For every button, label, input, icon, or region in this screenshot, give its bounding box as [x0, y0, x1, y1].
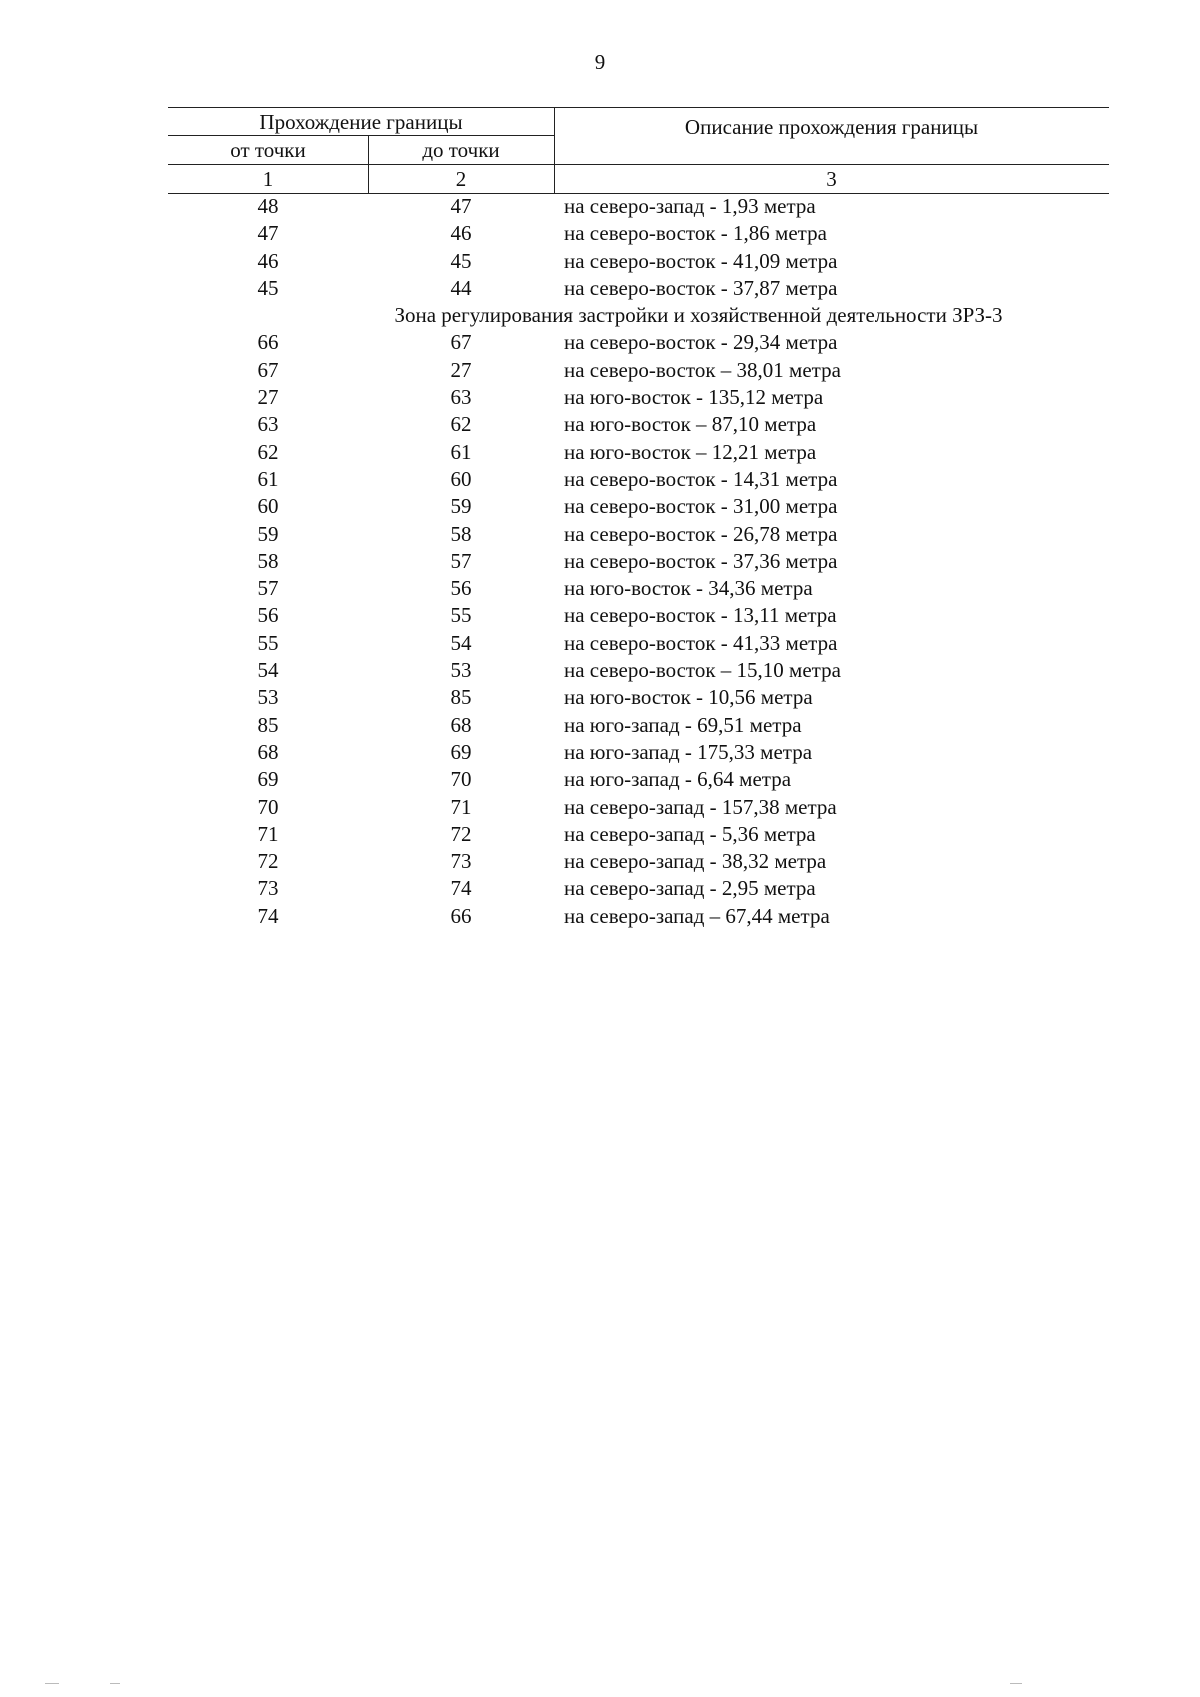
header-group-label: Прохождение границы	[259, 110, 463, 134]
table-row	[168, 275, 1109, 302]
description-cell: на северо-восток - 31,00 метра	[564, 494, 838, 519]
table-body-before-zone	[168, 193, 1109, 302]
from-point-cell: 62	[257, 439, 279, 464]
from-point-cell: 46	[257, 248, 279, 273]
to-point-cell: 62	[450, 412, 472, 437]
description-cell: на северо-восток - 26,78 метра	[564, 521, 838, 546]
table-row	[168, 630, 1109, 657]
from-point-cell: 57	[257, 576, 279, 601]
table-row	[168, 411, 1109, 438]
description-cell: на юго-восток - 34,36 метра	[564, 576, 813, 601]
to-point-cell: 67	[450, 330, 472, 355]
table-row	[168, 329, 1109, 356]
table-row	[168, 384, 1109, 411]
to-point-cell: 68	[450, 712, 472, 737]
header-from-label: от точки	[230, 138, 306, 162]
header-subhead-rule	[168, 164, 1109, 165]
from-point-cell: 48	[257, 194, 279, 218]
description-cell: на северо-запад - 2,95 метра	[564, 876, 816, 901]
description-cell: на северо-запад – 67,44 метра	[564, 903, 830, 928]
header-col-number-2: 2	[455, 167, 467, 191]
to-point-cell: 61	[450, 439, 472, 464]
table-row	[168, 712, 1109, 739]
table-row	[168, 521, 1109, 548]
header-description-label: Описание прохождения границы	[684, 115, 979, 139]
to-point-cell: 74	[450, 876, 472, 901]
to-point-cell: 73	[450, 849, 472, 874]
description-cell: на северо-запад - 38,32 метра	[564, 849, 827, 874]
table-row	[168, 739, 1109, 766]
description-cell: на юго-запад - 6,64 метра	[564, 767, 792, 792]
description-cell: на юго-восток - 10,56 метра	[564, 685, 813, 710]
description-cell: на северо-запад - 1,93 метра	[564, 194, 816, 218]
description-cell: на северо-запад - 157,38 метра	[564, 794, 837, 819]
to-point-cell: 53	[450, 658, 472, 683]
header-top-rule	[168, 107, 1109, 108]
header-col-number-1: 1	[262, 167, 274, 191]
to-point-cell: 71	[450, 794, 472, 819]
to-point-cell: 69	[450, 739, 472, 764]
from-point-cell: 53	[257, 685, 279, 710]
table-row	[168, 657, 1109, 684]
from-point-cell: 68	[257, 739, 279, 764]
description-cell: на северо-восток – 15,10 метра	[564, 658, 841, 683]
zone-title: Зона регулирования застройки и хозяйственной деятельности ЗРЗ-3	[394, 303, 1003, 328]
table-row	[168, 466, 1109, 493]
page-number: 9	[594, 50, 606, 74]
scan-artifact	[110, 1683, 120, 1684]
to-point-cell: 45	[450, 248, 472, 273]
description-cell: на северо-восток - 41,09 метра	[564, 248, 838, 273]
from-point-cell: 54	[257, 658, 279, 683]
to-point-cell: 55	[450, 603, 472, 628]
boundary-table	[168, 107, 1109, 930]
to-point-cell: 60	[450, 466, 472, 491]
table-row	[168, 193, 1109, 220]
description-cell: на северо-запад - 5,36 метра	[564, 821, 816, 846]
to-point-cell: 44	[450, 275, 472, 300]
to-point-cell: 56	[450, 576, 472, 601]
to-point-cell: 70	[450, 767, 472, 792]
table-body-after-zone	[168, 329, 1109, 930]
to-point-cell: 58	[450, 521, 472, 546]
from-point-cell: 73	[257, 876, 279, 901]
from-point-cell: 47	[257, 221, 279, 246]
from-point-cell: 66	[257, 330, 279, 355]
from-point-cell: 56	[257, 603, 279, 628]
from-point-cell: 70	[257, 794, 279, 819]
table-row	[168, 493, 1109, 520]
to-point-cell: 27	[450, 357, 472, 382]
description-cell: на северо-восток - 1,86 метра	[564, 221, 827, 246]
header-col-number-3: 3	[826, 167, 837, 191]
description-cell: на юго-запад - 175,33 метра	[564, 739, 813, 764]
from-point-cell: 58	[257, 548, 279, 573]
description-cell: на северо-восток - 37,36 метра	[564, 548, 838, 573]
table-row	[168, 220, 1109, 247]
to-point-cell: 59	[450, 494, 472, 519]
to-point-cell: 46	[450, 221, 472, 246]
scan-artifact	[45, 1683, 59, 1684]
table-row	[168, 875, 1109, 902]
description-cell: на северо-восток - 41,33 метра	[564, 630, 838, 655]
description-cell: на северо-восток - 14,31 метра	[564, 466, 838, 491]
to-point-cell: 63	[450, 385, 472, 410]
table-row	[168, 848, 1109, 875]
table-row	[168, 248, 1109, 275]
description-cell: на северо-восток - 37,87 метра	[564, 275, 838, 300]
description-cell: на юго-восток - 135,12 метра	[564, 385, 824, 410]
table-row	[168, 794, 1109, 821]
from-point-cell: 74	[257, 903, 279, 928]
table-row	[168, 357, 1109, 384]
scan-artifact	[1010, 1683, 1022, 1684]
description-cell: на северо-восток - 13,11 метра	[564, 603, 837, 628]
from-point-cell: 69	[257, 767, 279, 792]
to-point-cell: 57	[450, 548, 472, 573]
from-point-cell: 61	[257, 466, 279, 491]
to-point-cell: 54	[450, 630, 472, 655]
table-header	[168, 107, 1109, 193]
to-point-cell: 66	[450, 903, 472, 928]
description-cell: на юго-восток – 12,21 метра	[564, 439, 817, 464]
to-point-cell: 47	[450, 194, 472, 218]
table-row	[168, 766, 1109, 793]
from-point-cell: 55	[257, 630, 279, 655]
from-point-cell: 71	[257, 821, 279, 846]
table-row	[168, 439, 1109, 466]
description-cell: на юго-восток – 87,10 метра	[564, 412, 817, 437]
table-row	[168, 575, 1109, 602]
from-point-cell: 85	[257, 712, 279, 737]
description-cell: на юго-запад - 69,51 метра	[564, 712, 802, 737]
header-to-label: до точки	[422, 138, 500, 162]
from-point-cell: 63	[257, 412, 279, 437]
description-cell: на северо-восток - 29,34 метра	[564, 330, 838, 355]
from-point-cell: 45	[257, 275, 279, 300]
from-point-cell: 60	[257, 494, 279, 519]
from-point-cell: 59	[257, 521, 279, 546]
from-point-cell: 67	[257, 357, 279, 382]
header-group-rule	[168, 135, 554, 136]
table-row	[168, 821, 1109, 848]
table-row	[168, 903, 1109, 930]
description-cell: на северо-восток – 38,01 метра	[564, 357, 841, 382]
from-point-cell: 27	[257, 385, 279, 410]
to-point-cell: 85	[450, 685, 472, 710]
table-row	[168, 548, 1109, 575]
to-point-cell: 72	[450, 821, 472, 846]
from-point-cell: 72	[257, 849, 279, 874]
table-row	[168, 602, 1109, 629]
table-row	[168, 684, 1109, 711]
